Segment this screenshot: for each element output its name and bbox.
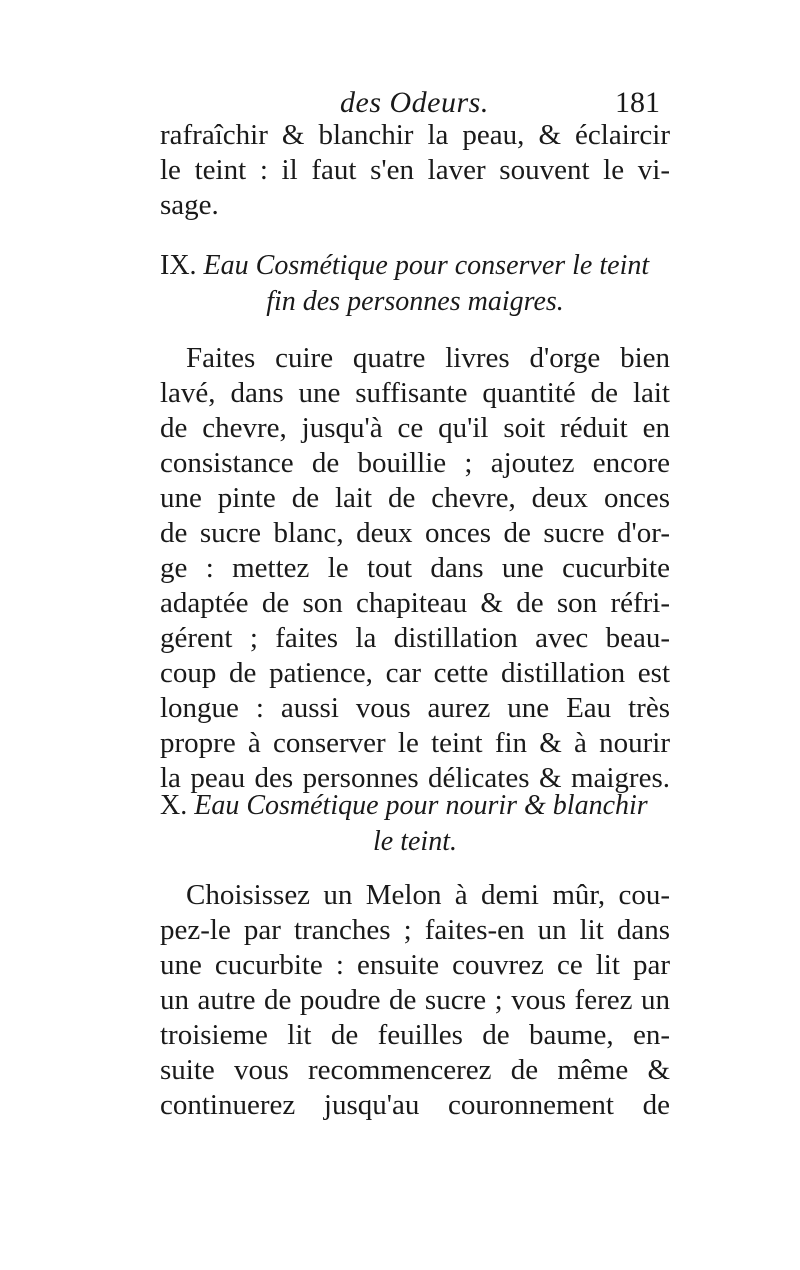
text-line: longue : aussi vous aurez une Eau très bbox=[160, 692, 670, 724]
section-ix-number: IX. bbox=[160, 250, 197, 281]
section-x-paragraph bbox=[160, 878, 670, 1123]
text-line: lavé, dans une suffisante quantité de lait bbox=[160, 377, 670, 409]
section-ix-heading bbox=[160, 248, 670, 320]
text-line: une cucurbite : ensuite couvrez ce lit par bbox=[160, 949, 670, 981]
text-line: continuerez jusqu'au couronnement de bbox=[160, 1089, 670, 1121]
text-line: adaptée de son chapiteau & de son réfri- bbox=[160, 587, 670, 619]
page-number: 181 bbox=[615, 86, 660, 119]
section-ix-paragraph bbox=[160, 341, 670, 796]
section-x-number: X. bbox=[160, 790, 188, 821]
text-line: ge : mettez le tout dans une cucurbite bbox=[160, 552, 670, 584]
text-line: suite vous recommencerez de même & bbox=[160, 1054, 670, 1086]
text-line: sage. bbox=[160, 189, 219, 221]
text-line: consistance de bouillie ; ajoutez encore bbox=[160, 447, 670, 479]
section-x-title-line2: le teint. bbox=[373, 826, 457, 857]
text-line: un autre de poudre de sucre ; vous ferez un bbox=[160, 984, 670, 1016]
text-line: une pinte de lait de chevre, deux onces bbox=[160, 482, 670, 514]
section-ix-title: Eau Cosmétique pour conserver le teint bbox=[203, 250, 650, 281]
text-line: coup de patience, car cette distillation est bbox=[160, 657, 670, 689]
text-line: propre à conserver le teint fin & à nourir bbox=[160, 727, 670, 759]
text-line: de chevre, jusqu'à ce qu'il soit réduit en bbox=[160, 412, 670, 444]
running-head-title: des Odeurs. bbox=[340, 86, 489, 119]
text-line: Faites cuire quatre livres d'orge bien bbox=[186, 342, 670, 374]
text-line: gérent ; faites la distillation avec beau- bbox=[160, 622, 670, 654]
text-line: de sucre blanc, deux onces de sucre d'or- bbox=[160, 517, 670, 549]
text-line: pez-le par tranches ; faites-en un lit dans bbox=[160, 914, 670, 946]
text-line: troisieme lit de feuilles de baume, en- bbox=[160, 1019, 670, 1051]
section-ix-title-line1 bbox=[160, 248, 670, 284]
intro-paragraph bbox=[160, 118, 670, 223]
section-x-title-line1 bbox=[160, 788, 670, 824]
section-ix-title-line2: fin des personnes maigres. bbox=[266, 286, 564, 317]
text-line: rafraîchir & blanchir la peau, & éclaircir bbox=[160, 119, 670, 151]
text-line: le teint : il faut s'en laver souvent le vi- bbox=[160, 154, 670, 186]
text-line: Choisissez un Melon à demi mûr, cou- bbox=[186, 879, 670, 911]
text-line: la peau des personnes délicates & maigres. bbox=[160, 762, 670, 794]
section-x-title: Eau Cosmétique pour nourir & blanchir bbox=[194, 790, 648, 821]
section-x-heading bbox=[160, 788, 670, 860]
